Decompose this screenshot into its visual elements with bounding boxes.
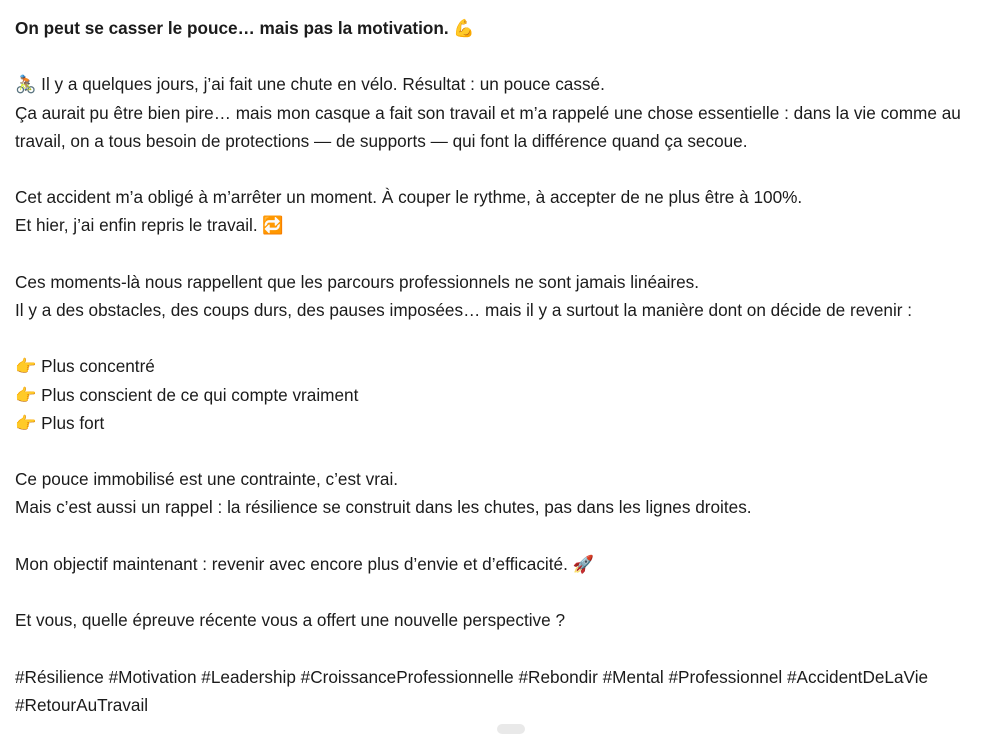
spacer: [15, 324, 990, 352]
closing-question: Et vous, quelle épreuve récente vous a offert une nouvelle perspective ?: [15, 610, 566, 631]
spacer: [15, 634, 990, 662]
spacer: [15, 42, 990, 70]
spacer: [15, 240, 990, 268]
post-title: On peut se casser le pouce… mais pas la motivation. 💪: [15, 18, 475, 38]
paragraph-2-line-2: Et hier, j’ai enfin repris le travail. 🔁: [15, 215, 284, 236]
paragraph-3-line-2: Il y a des obstacles, des coups durs, des pauses imposées… mais il y a surtout la manière dont on décide de revenir :: [15, 299, 913, 320]
paragraph-1-line-1: 🚴🏽 Il y a quelques jours, j’ai fait une chute en vélo. Résultat : un pouce cassé.: [15, 74, 605, 95]
bullet-item: 👉 Plus fort: [15, 412, 105, 433]
bullet-item: 👉 Plus concentré: [15, 356, 155, 377]
paragraph-1-line-2: Ça aurait pu être bien pire… mais mon casque a fait son travail et m’a rappelé une chose essentielle : dans la vie comme au travail, on a tous besoin de protections — de supports — qui font la différence quand ça secoue.: [15, 102, 961, 151]
post-body: [15, 14, 990, 719]
hashtag-list[interactable]: #Résilience #Motivation #Leadership #CroissanceProfessionnelle #Rebondir #Mental #Professionnel #AccidentDeLaVie #RetourAuTravail: [15, 666, 929, 715]
paragraph-5: Mon objectif maintenant : revenir avec encore plus d’envie et d’efficacité. 🚀: [15, 553, 595, 574]
paragraph-4-line-2: Mais c’est aussi un rappel : la résilience se construit dans les chutes, pas dans les lignes droites.: [15, 497, 752, 518]
spacer: [15, 437, 990, 465]
scroll-indicator[interactable]: [497, 724, 525, 734]
bullet-item: 👉 Plus conscient de ce qui compte vraiment: [15, 384, 359, 405]
spacer: [15, 522, 990, 550]
paragraph-3-line-1: Ces moments-là nous rappellent que les parcours professionnels ne sont jamais linéaires.: [15, 271, 700, 292]
paragraph-4-line-1: Ce pouce immobilisé est une contrainte, c’est vrai.: [15, 469, 399, 490]
spacer: [15, 155, 990, 183]
paragraph-2-line-1: Cet accident m’a obligé à m’arrêter un moment. À couper le rythme, à accepter de ne plus être à 100%.: [15, 187, 803, 208]
spacer: [15, 578, 990, 606]
